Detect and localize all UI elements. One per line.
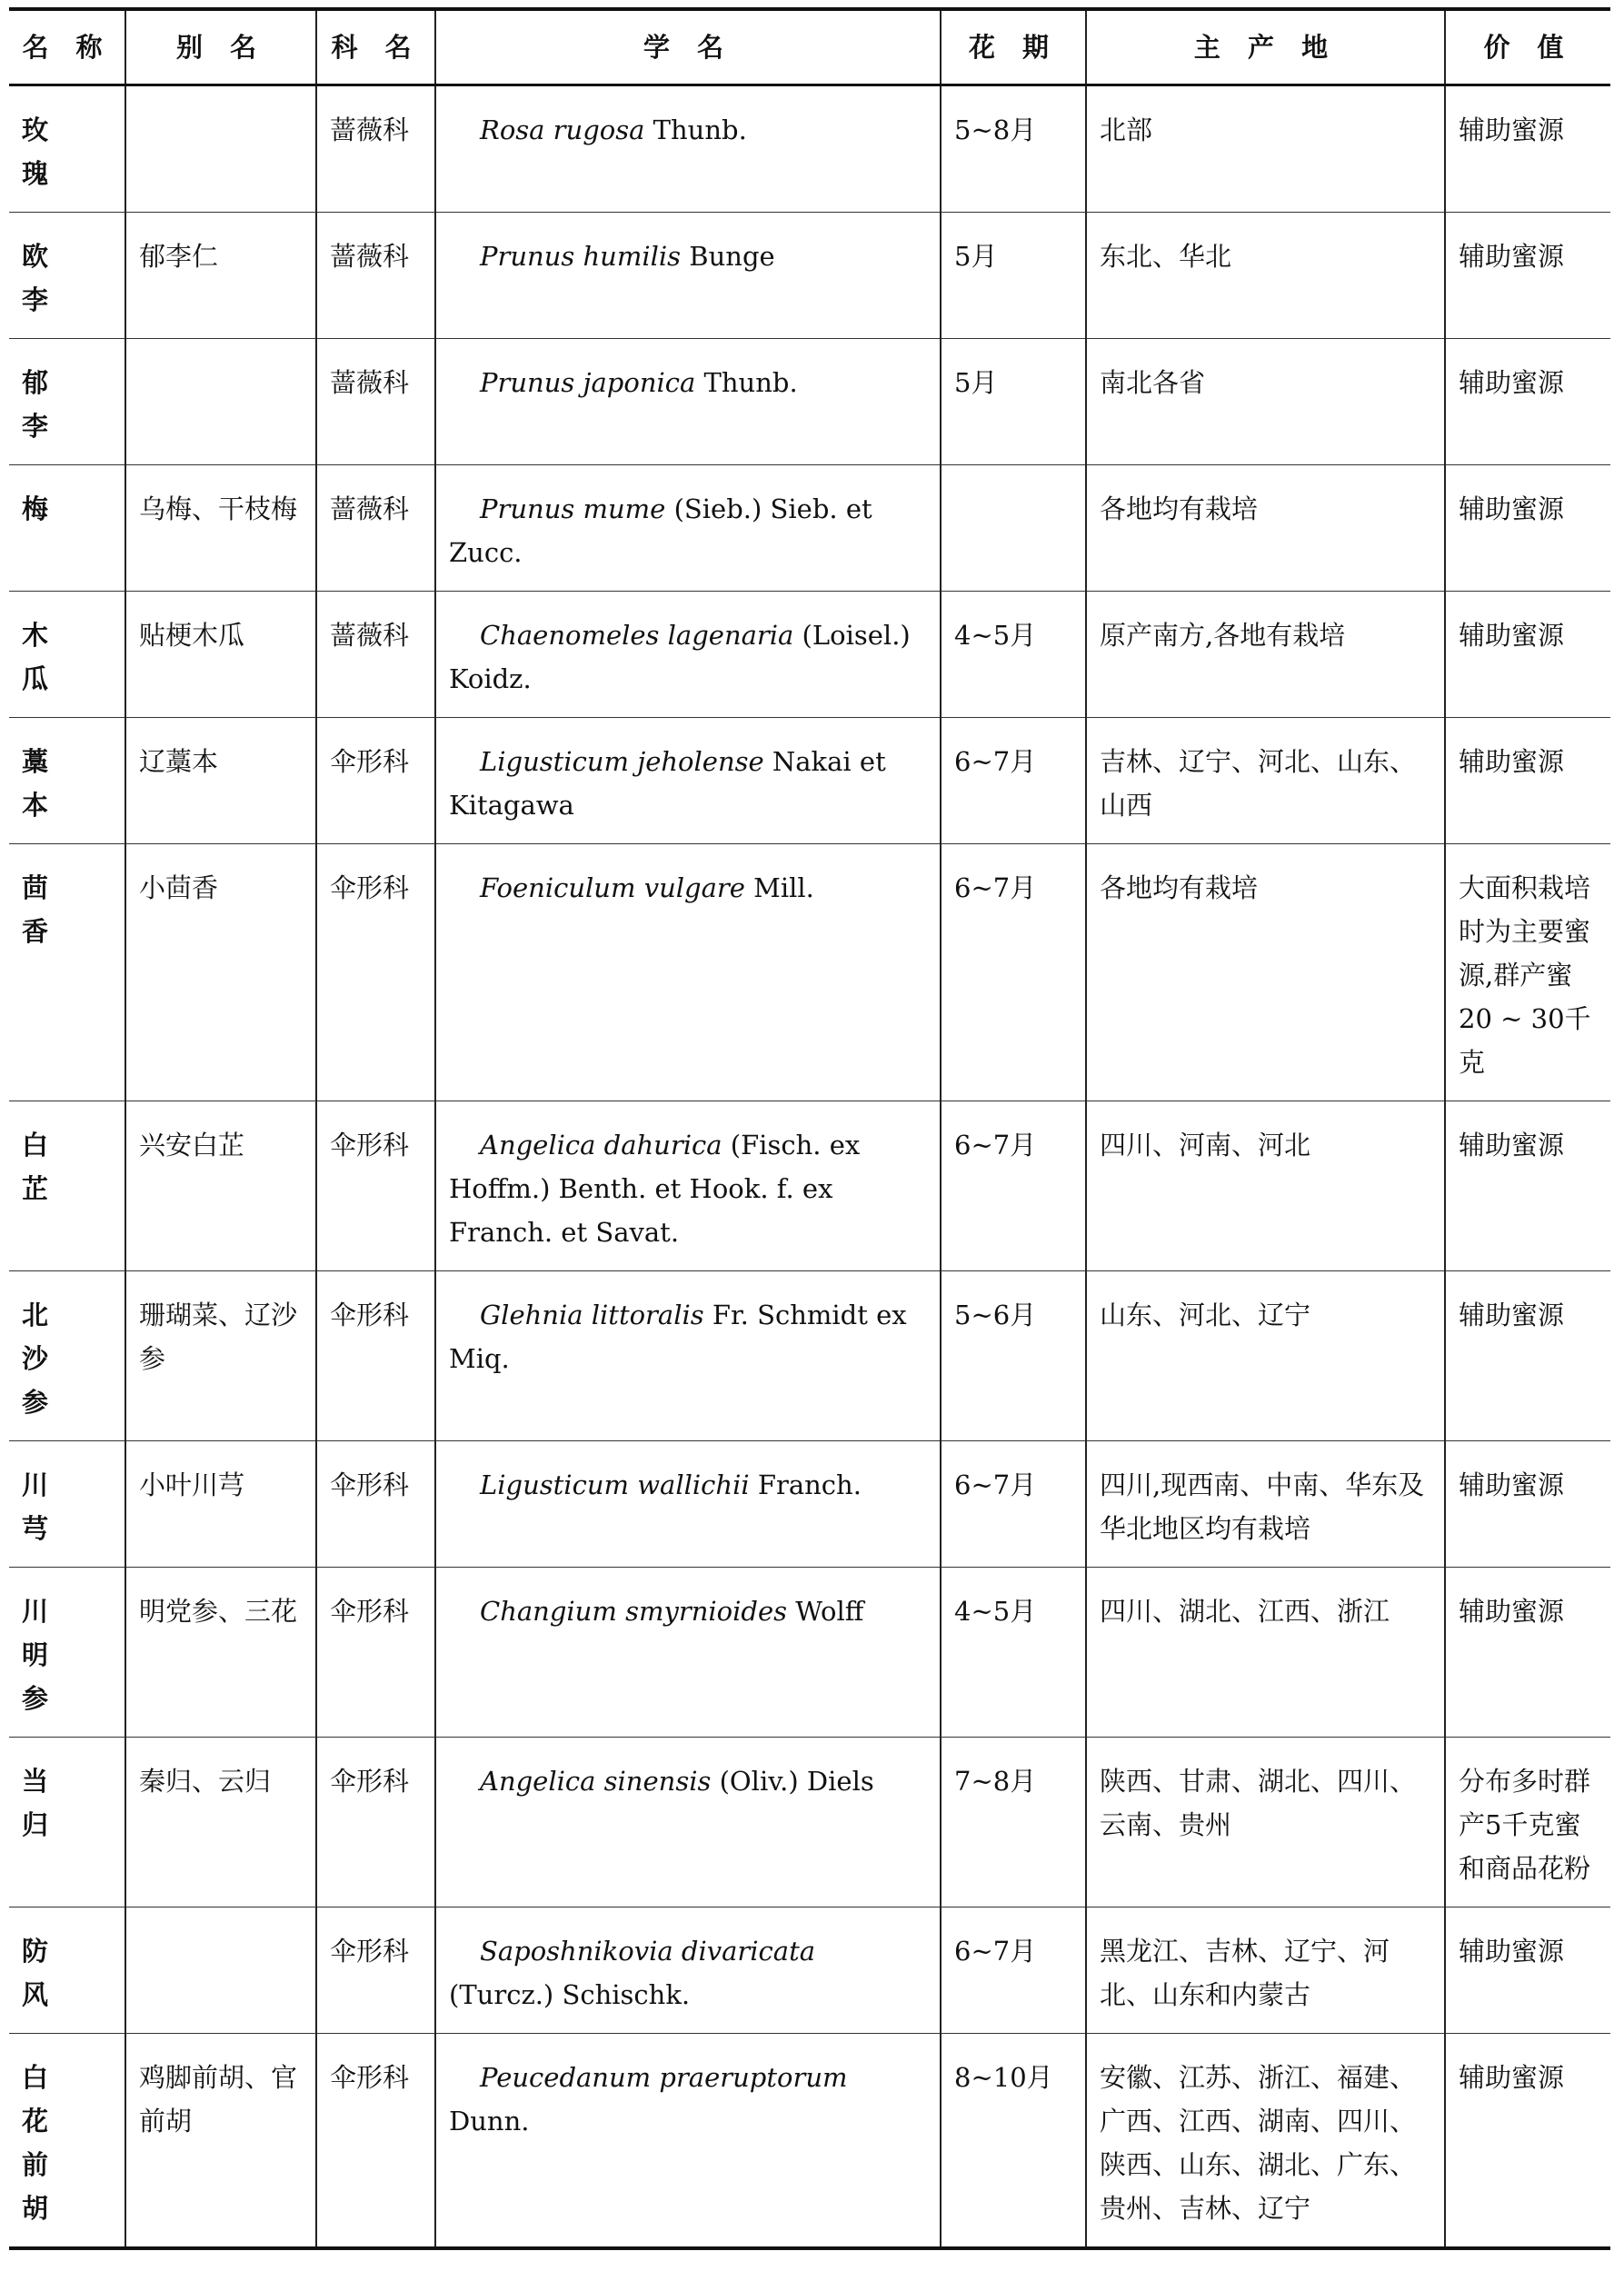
plant-name: 玫 瑰 — [9, 85, 125, 213]
author-citation: Wolff — [787, 1596, 864, 1627]
table-row — [9, 1568, 1610, 1738]
plant-family: 伞形科 — [316, 1568, 435, 1738]
author-citation: (Oliv.) Diels — [711, 1766, 874, 1797]
plant-family: 伞形科 — [316, 1907, 435, 2034]
header-alias: 别 名 — [125, 9, 316, 85]
author-citation: (Turcz.) Schischk. — [449, 1979, 691, 2010]
plant-name: 当 归 — [9, 1738, 125, 1907]
nectar-value: 辅助蜜源 — [1445, 718, 1610, 844]
plant-alias: 辽藁本 — [125, 718, 316, 844]
plant-alias: 珊瑚菜、辽沙参 — [125, 1271, 316, 1441]
author-citation: Franch. — [749, 1469, 862, 1500]
plant-family: 蔷薇科 — [316, 339, 435, 465]
header-origin: 主 产 地 — [1086, 9, 1445, 85]
author-citation: Thunb. — [644, 115, 747, 145]
flowering-period: 5~8月 — [941, 85, 1086, 213]
author-citation: Dunn. — [449, 2106, 530, 2137]
production-area: 安徽、江苏、浙江、福建、广西、江西、湖南、四川、陕西、山东、湖北、广东、贵州、吉林、辽宁 — [1086, 2034, 1445, 2249]
latin-binomial: Chaenomeles lagenaria — [480, 620, 794, 651]
scientific-name — [435, 1907, 941, 2034]
author-citation: (Fisch. ex Hoffm.) Benth. et Hook. f. ex Franch. et Savat. — [449, 1130, 861, 1248]
latin-binomial: Prunus humilis — [480, 241, 682, 272]
plant-alias: 兴安白芷 — [125, 1101, 316, 1271]
plant-name: 白 芷 — [9, 1101, 125, 1271]
latin-binomial: Saposhnikovia divaricata — [480, 1936, 816, 1967]
table-row — [9, 1101, 1610, 1271]
plant-name: 北沙参 — [9, 1271, 125, 1441]
flowering-period: 6~7月 — [941, 1101, 1086, 1271]
plant-alias: 明党参、三花 — [125, 1568, 316, 1738]
plant-alias: 鸡脚前胡、官前胡 — [125, 2034, 316, 2249]
production-area: 各地均有栽培 — [1086, 844, 1445, 1101]
nectar-value: 辅助蜜源 — [1445, 85, 1610, 213]
table-row — [9, 844, 1610, 1101]
nectar-value: 辅助蜜源 — [1445, 1568, 1610, 1738]
nectar-plant-table — [9, 7, 1610, 2250]
scientific-name — [435, 1271, 941, 1441]
flowering-period: 5月 — [941, 339, 1086, 465]
scientific-name — [435, 1568, 941, 1738]
production-area: 陕西、甘肃、湖北、四川、云南、贵州 — [1086, 1738, 1445, 1907]
header-family: 科 名 — [316, 9, 435, 85]
nectar-value: 分布多时群产5千克蜜和商品花粉 — [1445, 1738, 1610, 1907]
nectar-value: 辅助蜜源 — [1445, 1101, 1610, 1271]
table-row — [9, 339, 1610, 465]
author-citation: (Sieb.) Sieb. et Zucc. — [449, 493, 872, 568]
flowering-period: 6~7月 — [941, 844, 1086, 1101]
author-citation: (Loisel.) Koidz. — [449, 620, 911, 694]
flowering-period: 6~7月 — [941, 718, 1086, 844]
nectar-value: 辅助蜜源 — [1445, 213, 1610, 339]
plant-name: 梅 — [9, 465, 125, 592]
plant-family: 蔷薇科 — [316, 213, 435, 339]
table-row — [9, 465, 1610, 592]
plant-family: 伞形科 — [316, 1101, 435, 1271]
table-body — [9, 85, 1610, 2249]
nectar-value: 辅助蜜源 — [1445, 2034, 1610, 2249]
latin-binomial: Peucedanum praeruptorum — [480, 2062, 848, 2093]
plant-family: 伞形科 — [316, 718, 435, 844]
table-row — [9, 213, 1610, 339]
scientific-name — [435, 1101, 941, 1271]
scientific-name — [435, 844, 941, 1101]
plant-name: 木 瓜 — [9, 592, 125, 718]
plant-alias: 秦归、云归 — [125, 1738, 316, 1907]
flowering-period: 6~7月 — [941, 1907, 1086, 2034]
nectar-value: 辅助蜜源 — [1445, 1271, 1610, 1441]
plant-family: 伞形科 — [316, 844, 435, 1101]
table-row — [9, 1907, 1610, 2034]
nectar-value: 辅助蜜源 — [1445, 465, 1610, 592]
plant-alias: 小茴香 — [125, 844, 316, 1101]
production-area: 四川、湖北、江西、浙江 — [1086, 1568, 1445, 1738]
author-citation: Bunge — [681, 241, 775, 272]
latin-binomial: Ligusticum jeholense — [480, 746, 764, 777]
scientific-name — [435, 1441, 941, 1568]
production-area: 四川,现西南、中南、华东及华北地区均有栽培 — [1086, 1441, 1445, 1568]
table-row — [9, 85, 1610, 213]
scientific-name — [435, 718, 941, 844]
scientific-name — [435, 339, 941, 465]
production-area: 吉林、辽宁、河北、山东、山西 — [1086, 718, 1445, 844]
production-area: 四川、河南、河北 — [1086, 1101, 1445, 1271]
flowering-period: 4~5月 — [941, 592, 1086, 718]
latin-binomial: Angelica sinensis — [480, 1766, 712, 1797]
author-citation: Fr. Schmidt ex Miq. — [449, 1300, 907, 1374]
flowering-period: 5月 — [941, 213, 1086, 339]
table-row — [9, 592, 1610, 718]
plant-family: 蔷薇科 — [316, 592, 435, 718]
plant-alias: 郁李仁 — [125, 213, 316, 339]
table-row — [9, 2034, 1610, 2249]
plant-family: 蔷薇科 — [316, 465, 435, 592]
scientific-name — [435, 213, 941, 339]
header-name: 名 称 — [9, 9, 125, 85]
plant-name: 藁 本 — [9, 718, 125, 844]
production-area: 北部 — [1086, 85, 1445, 213]
table-row — [9, 718, 1610, 844]
plant-name: 白 花 前 胡 — [9, 2034, 125, 2249]
plant-family: 伞形科 — [316, 1271, 435, 1441]
scientific-name — [435, 465, 941, 592]
scientific-name — [435, 592, 941, 718]
plant-family: 伞形科 — [316, 2034, 435, 2249]
plant-alias: 乌梅、干枝梅 — [125, 465, 316, 592]
latin-binomial: Glehnia littoralis — [480, 1300, 704, 1330]
nectar-value: 辅助蜜源 — [1445, 592, 1610, 718]
flowering-period: 6~7月 — [941, 1441, 1086, 1568]
latin-binomial: Prunus mume — [480, 493, 666, 524]
flowering-period: 7~8月 — [941, 1738, 1086, 1907]
latin-binomial: Angelica dahurica — [480, 1130, 722, 1160]
plant-name: 防 风 — [9, 1907, 125, 2034]
plant-alias — [125, 339, 316, 465]
plant-name: 川 芎 — [9, 1441, 125, 1568]
production-area: 南北各省 — [1086, 339, 1445, 465]
plant-alias: 贴梗木瓜 — [125, 592, 316, 718]
nectar-value: 大面积栽培时为主要蜜源,群产蜜20 ~ 30千克 — [1445, 844, 1610, 1101]
production-area: 东北、华北 — [1086, 213, 1445, 339]
header-row — [9, 9, 1610, 85]
plant-alias — [125, 85, 316, 213]
latin-binomial: Changium smyrnioides — [480, 1596, 787, 1627]
header-latin: 学 名 — [435, 9, 941, 85]
plant-name: 欧 李 — [9, 213, 125, 339]
header-value: 价 值 — [1445, 9, 1610, 85]
flowering-period: 5~6月 — [941, 1271, 1086, 1441]
production-area: 山东、河北、辽宁 — [1086, 1271, 1445, 1441]
latin-binomial: Ligusticum wallichii — [480, 1469, 750, 1500]
author-citation: Nakai et Kitagawa — [449, 746, 886, 821]
header-period: 花 期 — [941, 9, 1086, 85]
plant-family: 伞形科 — [316, 1738, 435, 1907]
plant-name: 川明参 — [9, 1568, 125, 1738]
flowering-period: 4~5月 — [941, 1568, 1086, 1738]
flowering-period — [941, 465, 1086, 592]
scientific-name — [435, 2034, 941, 2249]
table-row — [9, 1441, 1610, 1568]
author-citation: Thunb. — [695, 367, 798, 398]
nectar-value: 辅助蜜源 — [1445, 339, 1610, 465]
scientific-name — [435, 1738, 941, 1907]
plant-alias — [125, 1907, 316, 2034]
plant-alias: 小叶川芎 — [125, 1441, 316, 1568]
plant-table-page — [9, 7, 1610, 2250]
production-area: 黑龙江、吉林、辽宁、河北、山东和内蒙古 — [1086, 1907, 1445, 2034]
plant-name: 郁 李 — [9, 339, 125, 465]
plant-family: 蔷薇科 — [316, 85, 435, 213]
table-row — [9, 1271, 1610, 1441]
table-row — [9, 1738, 1610, 1907]
nectar-value: 辅助蜜源 — [1445, 1441, 1610, 1568]
plant-family: 伞形科 — [316, 1441, 435, 1568]
latin-binomial: Foeniculum vulgare — [480, 872, 745, 903]
plant-name: 茴 香 — [9, 844, 125, 1101]
author-citation: Mill. — [744, 872, 814, 903]
flowering-period: 8~10月 — [941, 2034, 1086, 2249]
production-area: 原产南方,各地有栽培 — [1086, 592, 1445, 718]
latin-binomial: Prunus japonica — [480, 367, 696, 398]
latin-binomial: Rosa rugosa — [480, 115, 645, 145]
nectar-value: 辅助蜜源 — [1445, 1907, 1610, 2034]
production-area: 各地均有栽培 — [1086, 465, 1445, 592]
scientific-name — [435, 85, 941, 213]
